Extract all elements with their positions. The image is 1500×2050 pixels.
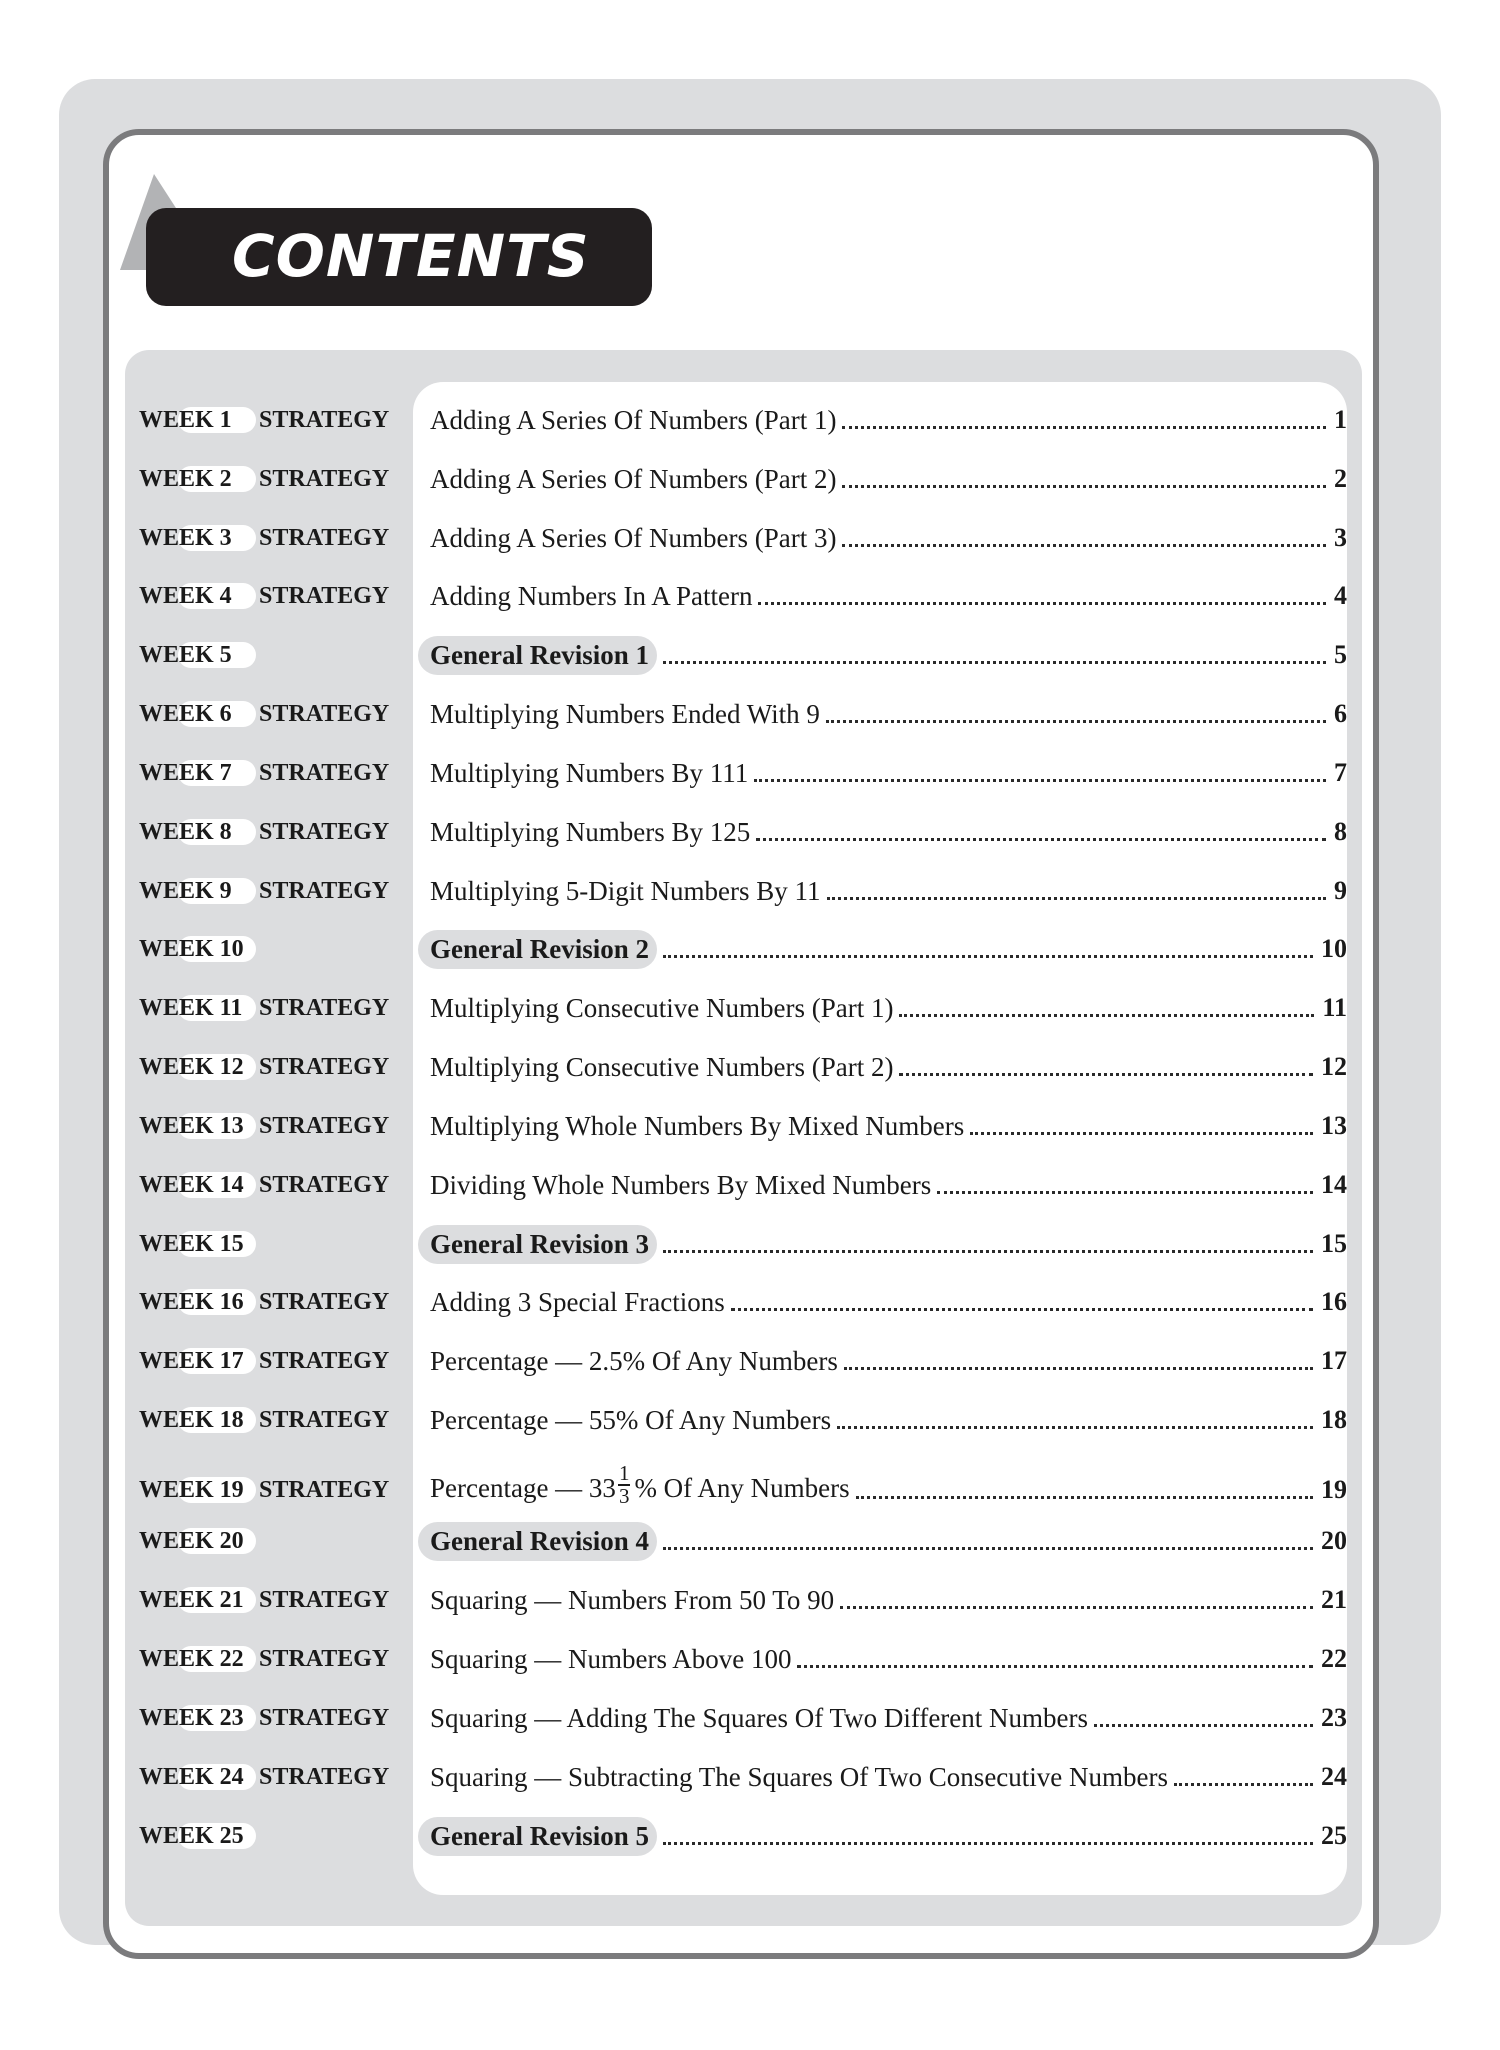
week-label: WEEK 23 bbox=[139, 1705, 244, 1731]
week-label: WEEK 15 bbox=[139, 1231, 244, 1257]
toc-row bbox=[0, 572, 1500, 620]
entry-title bbox=[430, 1461, 850, 1509]
page-number: 22 bbox=[1321, 1644, 1347, 1673]
fraction-denominator: 3 bbox=[618, 1484, 630, 1509]
strategy-label: STRATEGY bbox=[259, 701, 390, 727]
page-number: 12 bbox=[1321, 1052, 1347, 1081]
page-number: 10 bbox=[1321, 934, 1347, 963]
toc-row bbox=[0, 1694, 1500, 1742]
page-number: 1 bbox=[1334, 405, 1347, 434]
toc-row bbox=[0, 631, 1500, 679]
dot-leader bbox=[970, 1132, 1313, 1135]
week-label: WEEK 21 bbox=[139, 1587, 244, 1613]
dot-leader bbox=[899, 1014, 1314, 1017]
dot-leader bbox=[663, 1250, 1313, 1253]
toc-row bbox=[0, 1043, 1500, 1091]
week-label: WEEK 19 bbox=[139, 1477, 244, 1503]
week-label: WEEK 4 bbox=[139, 583, 232, 609]
revision-title: General Revision 4 bbox=[418, 1522, 657, 1561]
page-title: CONTENTS bbox=[232, 222, 590, 290]
toc-row bbox=[0, 1576, 1500, 1624]
page-number: 14 bbox=[1321, 1170, 1347, 1199]
toc-entry-link[interactable] bbox=[430, 1337, 1347, 1385]
toc-row bbox=[0, 690, 1500, 738]
entry-title: Multiplying 5-Digit Numbers By 11 bbox=[430, 875, 821, 906]
week-label: WEEK 8 bbox=[139, 819, 232, 845]
dot-leader bbox=[663, 661, 1326, 664]
toc-entry-link[interactable] bbox=[430, 1517, 1347, 1565]
strategy-label: STRATEGY bbox=[259, 1646, 390, 1672]
toc-row bbox=[0, 1458, 1500, 1522]
strategy-label: STRATEGY bbox=[259, 1705, 390, 1731]
dot-leader bbox=[840, 1606, 1313, 1609]
toc-entry-link[interactable] bbox=[430, 1396, 1347, 1444]
page-number: 21 bbox=[1321, 1585, 1347, 1614]
toc-entry-link[interactable] bbox=[430, 1161, 1347, 1209]
entry-title: Squaring — Subtracting The Squares Of Two Consecutive Numbers bbox=[430, 1761, 1169, 1792]
entry-title: Adding 3 Special Fractions bbox=[430, 1286, 725, 1317]
page-number: 5 bbox=[1334, 640, 1347, 669]
toc-row bbox=[0, 1812, 1500, 1860]
week-label: WEEK 1 bbox=[139, 407, 232, 433]
dot-leader bbox=[842, 485, 1326, 488]
revision-title: General Revision 1 bbox=[418, 636, 657, 675]
week-label: WEEK 24 bbox=[139, 1764, 244, 1790]
toc-entry-link[interactable] bbox=[430, 1458, 1347, 1522]
entry-title: Squaring — Numbers From 50 To 90 bbox=[430, 1584, 835, 1615]
week-label: WEEK 9 bbox=[139, 878, 232, 904]
dot-leader bbox=[663, 1842, 1313, 1845]
dot-leader bbox=[842, 544, 1326, 547]
toc-entry-link[interactable] bbox=[430, 1635, 1347, 1683]
week-label: WEEK 2 bbox=[139, 466, 232, 492]
toc-row bbox=[0, 455, 1500, 503]
strategy-label: STRATEGY bbox=[259, 1764, 390, 1790]
strategy-label: STRATEGY bbox=[259, 1407, 390, 1433]
week-label: WEEK 14 bbox=[139, 1172, 244, 1198]
toc-row bbox=[0, 1635, 1500, 1683]
page-number: 6 bbox=[1334, 699, 1347, 728]
strategy-label: STRATEGY bbox=[259, 995, 390, 1021]
entry-title: Multiplying Consecutive Numbers (Part 1) bbox=[430, 992, 894, 1023]
dot-leader bbox=[797, 1665, 1313, 1668]
page-number: 11 bbox=[1322, 993, 1347, 1022]
toc-entry-link[interactable] bbox=[430, 1694, 1347, 1742]
entry-title: Percentage — 55% Of Any Numbers bbox=[430, 1404, 832, 1435]
toc-entry-link[interactable] bbox=[430, 925, 1347, 973]
page-number: 24 bbox=[1321, 1762, 1347, 1791]
entry-title: Squaring — Numbers Above 100 bbox=[430, 1643, 792, 1674]
dot-leader bbox=[827, 897, 1327, 900]
page-number: 3 bbox=[1334, 523, 1347, 552]
week-label: WEEK 17 bbox=[139, 1348, 244, 1374]
dot-leader bbox=[842, 426, 1326, 429]
page-number: 8 bbox=[1334, 817, 1347, 846]
entry-title: Adding A Series Of Numbers (Part 2) bbox=[430, 463, 837, 494]
week-label: WEEK 10 bbox=[139, 936, 244, 962]
toc-entry-link[interactable] bbox=[430, 1812, 1347, 1860]
dot-leader bbox=[756, 838, 1326, 841]
dot-leader bbox=[1174, 1783, 1313, 1786]
week-label: WEEK 12 bbox=[139, 1054, 244, 1080]
entry-title: Multiplying Numbers By 111 bbox=[430, 757, 749, 788]
toc-row bbox=[0, 1102, 1500, 1150]
toc-entry-link[interactable] bbox=[430, 514, 1347, 562]
dot-leader bbox=[663, 1547, 1313, 1550]
strategy-label: STRATEGY bbox=[259, 407, 390, 433]
toc-entry-link[interactable] bbox=[430, 1220, 1347, 1268]
strategy-label: STRATEGY bbox=[259, 466, 390, 492]
page-number: 23 bbox=[1321, 1703, 1347, 1732]
strategy-label: STRATEGY bbox=[259, 878, 390, 904]
dot-leader bbox=[856, 1496, 1313, 1499]
page-number: 4 bbox=[1334, 581, 1347, 610]
strategy-label: STRATEGY bbox=[259, 1477, 390, 1503]
page-number: 18 bbox=[1321, 1405, 1347, 1434]
dot-leader bbox=[1094, 1724, 1313, 1727]
page-number: 9 bbox=[1334, 876, 1347, 905]
toc-row bbox=[0, 984, 1500, 1032]
page-number: 19 bbox=[1321, 1475, 1347, 1504]
entry-title: Percentage — 2.5% Of Any Numbers bbox=[430, 1345, 838, 1376]
page-number: 2 bbox=[1334, 464, 1347, 493]
dot-leader bbox=[754, 779, 1326, 782]
week-label: WEEK 7 bbox=[139, 760, 232, 786]
strategy-label: STRATEGY bbox=[259, 1289, 390, 1315]
strategy-label: STRATEGY bbox=[259, 760, 390, 786]
week-label: WEEK 22 bbox=[139, 1646, 244, 1672]
page-number: 15 bbox=[1321, 1229, 1347, 1258]
toc-entry-link[interactable] bbox=[430, 631, 1347, 679]
week-label: WEEK 5 bbox=[139, 642, 232, 668]
entry-title: Adding A Series Of Numbers (Part 1) bbox=[430, 404, 837, 435]
fraction bbox=[618, 1463, 631, 1507]
week-label: WEEK 3 bbox=[139, 525, 232, 551]
revision-title: General Revision 2 bbox=[418, 930, 657, 969]
strategy-label: STRATEGY bbox=[259, 1113, 390, 1139]
entry-title: Adding Numbers In A Pattern bbox=[430, 580, 753, 611]
strategy-label: STRATEGY bbox=[259, 1348, 390, 1374]
toc-row bbox=[0, 1396, 1500, 1444]
toc-entry-link[interactable] bbox=[430, 749, 1347, 797]
week-label: WEEK 20 bbox=[139, 1528, 244, 1554]
dot-leader bbox=[663, 955, 1313, 958]
strategy-label: STRATEGY bbox=[259, 819, 390, 845]
week-label: WEEK 13 bbox=[139, 1113, 244, 1139]
dot-leader bbox=[826, 720, 1326, 723]
week-label: WEEK 25 bbox=[139, 1823, 244, 1849]
toc-entry-link[interactable] bbox=[430, 455, 1347, 503]
toc-row bbox=[0, 1161, 1500, 1209]
entry-title: Adding A Series Of Numbers (Part 3) bbox=[430, 522, 837, 553]
strategy-label: STRATEGY bbox=[259, 525, 390, 551]
entry-title: Multiplying Consecutive Numbers (Part 2) bbox=[430, 1051, 894, 1082]
toc-entry-link[interactable] bbox=[430, 1753, 1347, 1801]
week-label: WEEK 6 bbox=[139, 701, 232, 727]
toc-entry-link[interactable] bbox=[430, 690, 1347, 738]
toc-entry-link[interactable] bbox=[430, 1278, 1347, 1326]
page-number: 13 bbox=[1321, 1111, 1347, 1140]
dot-leader bbox=[937, 1191, 1313, 1194]
toc-row bbox=[0, 1278, 1500, 1326]
entry-title-part: Percentage — 33 bbox=[430, 1472, 616, 1503]
week-label: WEEK 18 bbox=[139, 1407, 244, 1433]
page-number: 7 bbox=[1334, 758, 1347, 787]
toc-row bbox=[0, 808, 1500, 856]
dot-leader bbox=[837, 1426, 1313, 1429]
dot-leader bbox=[899, 1073, 1313, 1076]
strategy-label: STRATEGY bbox=[259, 1054, 390, 1080]
page-number: 16 bbox=[1321, 1287, 1347, 1316]
strategy-label: STRATEGY bbox=[259, 1587, 390, 1613]
entry-title: Squaring — Adding The Squares Of Two Different Numbers bbox=[430, 1702, 1089, 1733]
toc-entry-link[interactable] bbox=[430, 1102, 1347, 1150]
toc-entry-link[interactable] bbox=[430, 808, 1347, 856]
entry-title: Multiplying Numbers By 125 bbox=[430, 816, 751, 847]
toc-row bbox=[0, 749, 1500, 797]
toc-entry-link[interactable] bbox=[430, 1043, 1347, 1091]
toc-entry-link[interactable] bbox=[430, 1576, 1347, 1624]
fraction-numerator: 1 bbox=[618, 1461, 630, 1486]
dot-leader bbox=[731, 1308, 1313, 1311]
dot-leader bbox=[758, 602, 1326, 605]
page-number: 17 bbox=[1321, 1346, 1347, 1375]
toc-entry-link[interactable] bbox=[430, 572, 1347, 620]
toc-row bbox=[0, 867, 1500, 915]
toc-entry-link[interactable] bbox=[430, 396, 1347, 444]
revision-title: General Revision 3 bbox=[418, 1225, 657, 1264]
toc-row bbox=[0, 396, 1500, 444]
entry-title: Multiplying Whole Numbers By Mixed Numbers bbox=[430, 1110, 965, 1141]
strategy-label: STRATEGY bbox=[259, 583, 390, 609]
dot-leader bbox=[844, 1367, 1313, 1370]
entry-title: Multiplying Numbers Ended With 9 bbox=[430, 698, 820, 729]
page-number: 20 bbox=[1321, 1526, 1347, 1555]
toc-row bbox=[0, 1337, 1500, 1385]
toc-entry-link[interactable] bbox=[430, 867, 1347, 915]
page-number: 25 bbox=[1321, 1821, 1347, 1850]
toc-entry-link[interactable] bbox=[430, 984, 1347, 1032]
entry-title: Dividing Whole Numbers By Mixed Numbers bbox=[430, 1169, 932, 1200]
toc-row bbox=[0, 514, 1500, 562]
toc-row bbox=[0, 925, 1500, 973]
strategy-label: STRATEGY bbox=[259, 1172, 390, 1198]
revision-title: General Revision 5 bbox=[418, 1817, 657, 1856]
toc-row bbox=[0, 1220, 1500, 1268]
week-label: WEEK 11 bbox=[139, 995, 243, 1021]
entry-title-part: % Of Any Numbers bbox=[634, 1472, 850, 1503]
toc-row bbox=[0, 1517, 1500, 1565]
toc-row bbox=[0, 1753, 1500, 1801]
week-label: WEEK 16 bbox=[139, 1289, 244, 1315]
